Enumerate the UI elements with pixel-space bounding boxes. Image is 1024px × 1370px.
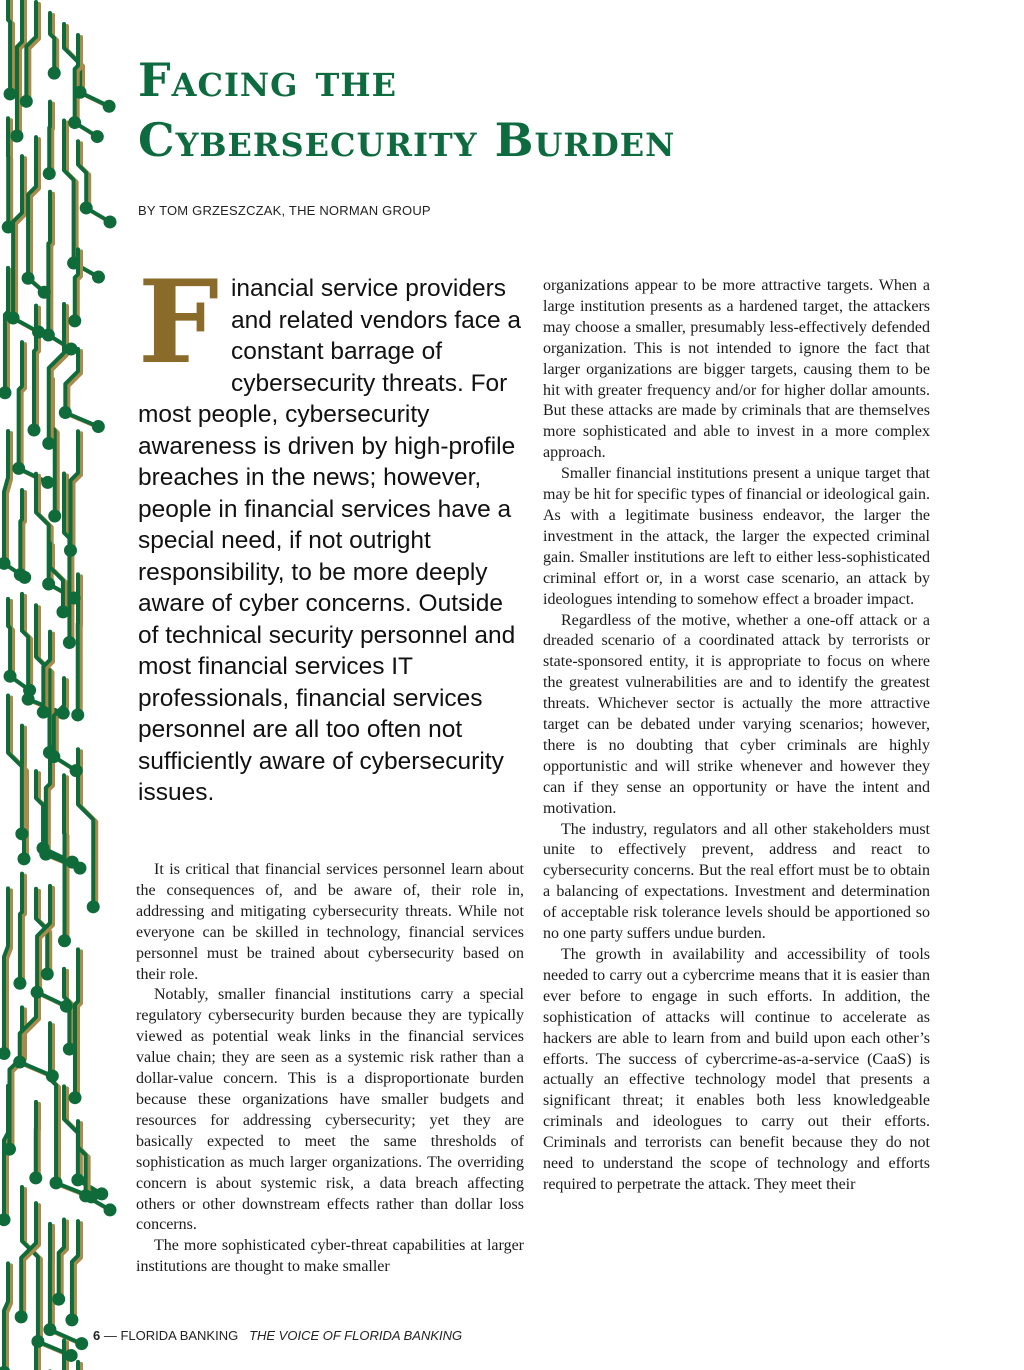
- circuit-node: [75, 1337, 88, 1350]
- circuit-node: [4, 87, 17, 100]
- circuit-trace: [20, 874, 22, 984]
- footer-dash: —: [100, 1328, 121, 1343]
- circuit-node: [69, 1091, 82, 1104]
- circuit-node: [79, 1189, 92, 1202]
- circuit-node: [68, 591, 81, 604]
- circuit-node: [80, 201, 93, 214]
- drop-cap: F: [138, 255, 219, 389]
- circuit-trace: [34, 306, 36, 430]
- title-line-1: Facing the: [138, 53, 397, 107]
- circuit-node: [22, 693, 35, 706]
- circuit-node: [74, 86, 87, 99]
- magazine-name: FLORIDA BANKING: [120, 1328, 239, 1343]
- circuit-node: [15, 1310, 28, 1323]
- lead-text: inancial service providers and related vendors face a constant barrage of cybersecurity threats. For most people, cybersecurity awareness is driven by high-profile breaches in the news; however, people in financial services have a special need, if not outright responsibility, to be more deeply aware of cyber concerns. Outside of technical security personnel and most financial services IT professionals, financial services personnel are all too often not sufficiently aware of cybersecurity issues.: [138, 275, 522, 806]
- circuit-node: [63, 1043, 76, 1056]
- circuit-trace: [9, 1007, 22, 1149]
- circuit-node: [39, 848, 52, 861]
- circuit-node: [31, 986, 44, 999]
- circuit-node: [41, 968, 54, 981]
- body-column-left: [136, 860, 524, 1278]
- circuit-board-decoration: [0, 0, 121, 1370]
- circuit-node: [4, 670, 17, 683]
- circuit-node: [13, 977, 26, 990]
- circuit-node: [71, 1173, 84, 1186]
- circuit-trace-shadow: [81, 1364, 91, 1370]
- circuit-node: [41, 476, 54, 489]
- circuit-node: [31, 1335, 44, 1348]
- circuit-node: [59, 406, 72, 419]
- circuit-node: [27, 424, 40, 437]
- circuit-trace: [8, 0, 10, 94]
- circuit-node: [95, 1187, 108, 1200]
- circuit-node: [42, 328, 55, 341]
- circuit-node: [68, 116, 81, 129]
- circuit-node: [56, 605, 69, 618]
- circuit-trace: [20, 490, 22, 575]
- circuit-node: [70, 764, 83, 777]
- circuit-trace: [49, 102, 50, 174]
- circuit-trace: [48, 192, 50, 335]
- circuit-node: [48, 510, 61, 523]
- circuit-node: [42, 437, 55, 450]
- circuit-node: [71, 708, 84, 721]
- circuit-node: [37, 706, 50, 719]
- circuit-node: [47, 750, 60, 763]
- circuit-node: [17, 852, 30, 865]
- body-paragraph: The industry, regulators and all other stakeholders must unite to effectively prevent, address and react to cybersecurity concerns. But the real effort must be to obtain a balancing of expectations. Investment and determination of acceptable risk tolerance levels should be apportioned so no one party suffers undue burden.: [543, 820, 930, 943]
- circuit-node: [65, 1349, 78, 1362]
- body-paragraph: Regardless of the motive, whether a one-off attack or a dreaded scenario of a coordinated attack by terrorists or state-sponsored entity, it is appropriate to focus on where the greatest vulnerabilities are and to identify the greatest threats. Whichever sector is actually the more attractive target can be debated under varying scenarios; however, there is no doubting that cyber criminals are highly opportunistic and will strike whenever and however they can if they sense an opportunity or have the intent and motivation.: [543, 611, 930, 817]
- circuit-node: [68, 314, 81, 327]
- body-paragraph: The growth in availability and accessibility of tools needed to carry out a cybercrime means that it is easier than ever before to engage in such efforts. In addition, the sophistication of attacks will continue to accelerate as hackers are able to learn from and build upon each other’s efforts. The success of cybercrime-as-a-service (CaaS) is actually an effective technology model that presents a significant threat; it enables both less knowledgeable criminals and ideologues to carry out their efforts. Criminals and terrorists can benefit because they do not need to understand the scope of technology and efforts required to perpetrate the attack. They meet their: [543, 946, 930, 1193]
- circuit-node: [65, 1313, 78, 1326]
- circuit-node: [64, 544, 77, 557]
- circuit-node: [10, 130, 23, 143]
- circuit-node: [38, 286, 51, 299]
- circuit-node: [92, 420, 105, 433]
- circuit-node: [3, 1143, 16, 1156]
- circuit-node: [7, 311, 20, 324]
- circuit-node: [103, 100, 116, 113]
- circuit-node: [104, 1203, 117, 1216]
- circuit-node: [2, 221, 15, 234]
- body-paragraph: Notably, smaller financial institutions carry a special regulatory cybersecurity burden because they are typically viewed as potential weak links in the financial services value chain; they are seen as a systemic risk rather than a dollar-value concern. This is a disproportionate burden because these organizations have smaller budgets and resources for addressing cybersecurity; yet they are basically expected to meet the same thresholds of sophistication as much larger organizations. The overriding concern is about systemic risk, a data breach affecting others or other downstream effects rather than dollar loss concerns.: [136, 986, 524, 1234]
- body-paragraph: It is critical that financial services personnel learn about the consequences of, and be aware of, their role in, addressing and mitigating cybersecurity threats. While not everyone can be skilled in technology, financial services personnel must be trained about cybersecurity based on their role.: [136, 861, 524, 983]
- circuit-node: [63, 636, 76, 649]
- body-paragraph: The more sophisticated cyber-threat capabilities at larger institutions are thought to make smaller: [136, 1237, 524, 1276]
- magazine-tagline: THE VOICE OF FLORIDA BANKING: [249, 1328, 463, 1343]
- circuit-node: [92, 271, 105, 284]
- page-number: 6: [93, 1328, 101, 1343]
- circuit-node: [57, 707, 70, 720]
- circuit-node: [15, 827, 28, 840]
- circuit-node: [104, 215, 117, 228]
- circuit-node: [13, 1055, 26, 1068]
- circuit-node: [67, 257, 80, 270]
- circuit-node: [43, 167, 56, 180]
- circuit-trace: [50, 1340, 64, 1370]
- circuit-node: [48, 67, 61, 80]
- circuit-node: [22, 272, 35, 285]
- page-footer: [93, 1328, 462, 1343]
- circuit-node: [60, 1000, 73, 1013]
- circuit-node: [91, 130, 104, 143]
- body-paragraph: Smaller financial institutions present a unique target that may be hit for specific types of financial or ideological gain. As with a legitimate business endeavor, the larger the investment in the attack, the larger the expected criminal gain. Smaller institutions are left to either less-sophisticated criminal effort or, in a worst case scenario, an attack by ideologues intending to somehow effect a broader impact.: [543, 465, 930, 608]
- circuit-node: [14, 568, 27, 581]
- circuit-node: [42, 577, 55, 590]
- body-paragraph: organizations appear to be more attractive targets. When a large institution presents as a hardened target, the attackers may choose a smaller, presumably less-effectively defended organization. This is not intended to ignore the fact that larger organizations are bigger targets, causing them to be hit with greater frequency and/or for higher dollar amounts. But these attacks are made by criminals that are themselves more sophisticated and able to invest in a more complex approach.: [543, 277, 930, 462]
- circuit-trace: [8, 599, 10, 676]
- circuit-node: [50, 1176, 63, 1189]
- circuit-node: [87, 900, 100, 913]
- body-column-right: [543, 276, 930, 1196]
- title-line-2: Cybersecurity Burden: [138, 113, 676, 167]
- circuit-node: [58, 934, 71, 947]
- article-title: [138, 50, 675, 170]
- circuit-node: [20, 95, 33, 108]
- circuit-node: [46, 1069, 59, 1082]
- circuit-node: [43, 1323, 56, 1336]
- circuit-trace: [36, 474, 49, 584]
- circuit-node: [29, 1171, 42, 1184]
- circuit-node: [52, 1293, 65, 1306]
- circuit-node: [12, 462, 25, 475]
- lead-paragraph: [138, 255, 528, 809]
- byline: BY TOM GRZESZCZAK, THE NORMAN GROUP: [138, 203, 431, 218]
- circuit-node: [73, 862, 86, 875]
- circuit-node: [65, 342, 78, 355]
- circuit-trace-shadow: [52, 104, 53, 176]
